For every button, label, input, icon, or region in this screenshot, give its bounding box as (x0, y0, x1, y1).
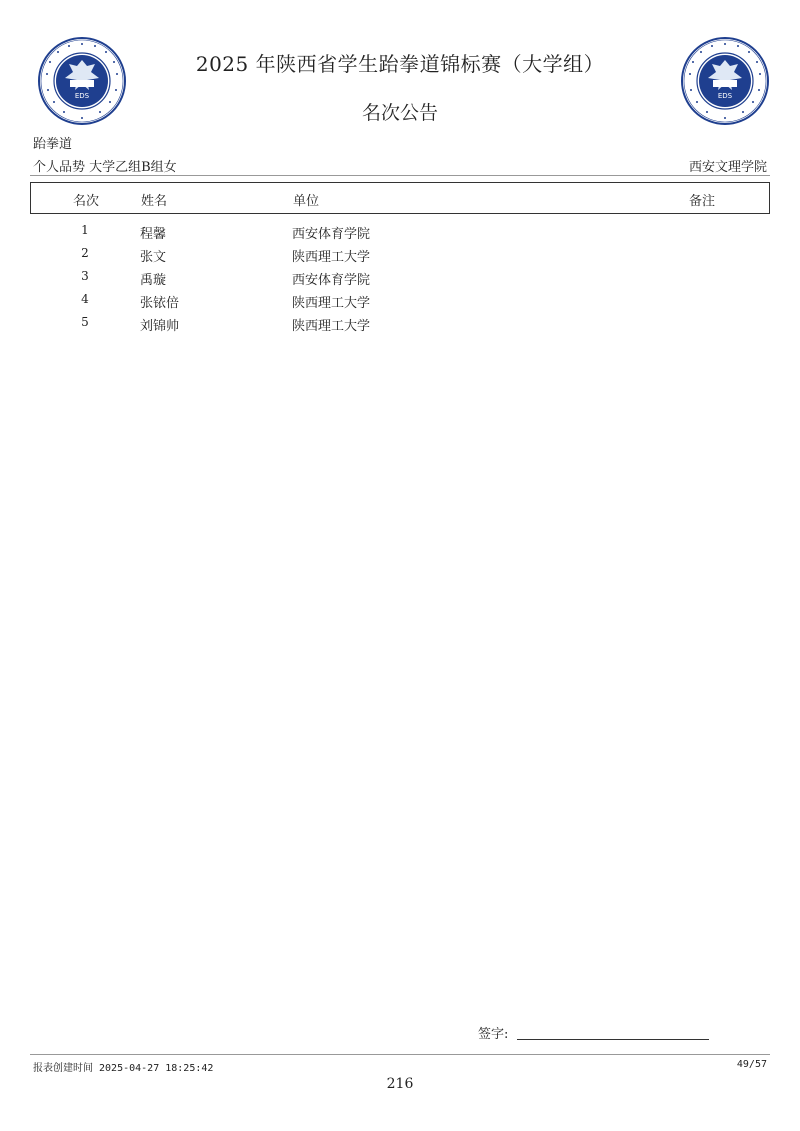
row-name: 刘锦帅 (140, 319, 180, 334)
header-rank: 名次 (72, 194, 99, 209)
table-row (30, 220, 770, 243)
page-counter: 49/57 (736, 1059, 767, 1070)
row-name: 张铱倍 (140, 296, 180, 311)
row-unit: 西安体育学院 (292, 227, 371, 242)
document-title: 2025 年陕西省学生跆拳道锦标赛（大学组） (195, 52, 605, 76)
table-row (30, 266, 770, 289)
table-row (30, 312, 770, 335)
row-unit: 陕西理工大学 (292, 319, 371, 334)
row-unit: 西安体育学院 (292, 273, 371, 288)
venue-label: 西安文理学院 (688, 160, 767, 175)
page-number: 216 (386, 1076, 414, 1092)
row-rank: 1 (81, 223, 89, 237)
header-name: 姓名 (141, 194, 168, 209)
created-timestamp: 报表创建时间 2025-04-27 18:25:42 (33, 1063, 214, 1074)
sport-label: 跆拳道 (33, 137, 73, 152)
row-rank: 5 (81, 315, 89, 329)
event-label: 个人品势 大学乙组B组女 (33, 160, 177, 175)
table-row (30, 243, 770, 266)
signature-line (517, 1039, 709, 1040)
divider (30, 175, 770, 176)
header-unit: 单位 (293, 194, 320, 209)
row-unit: 陕西理工大学 (292, 250, 371, 265)
document-subtitle: 名次公告 (361, 102, 438, 124)
table-header (30, 182, 770, 214)
row-rank: 4 (81, 292, 89, 306)
row-rank: 3 (81, 269, 89, 283)
header-note: 备注 (689, 194, 716, 209)
svg-text:EDS: EDS (717, 92, 733, 100)
row-rank: 2 (81, 246, 89, 260)
table-row (30, 289, 770, 312)
row-name: 程馨 (140, 227, 167, 242)
results-table (30, 220, 770, 335)
svg-text:EDS: EDS (74, 92, 90, 100)
row-name: 张文 (140, 250, 167, 265)
row-name: 禹璇 (140, 273, 167, 288)
row-unit: 陕西理工大学 (292, 296, 371, 311)
divider (30, 1054, 770, 1055)
signature-label: 签字: (478, 1027, 509, 1042)
